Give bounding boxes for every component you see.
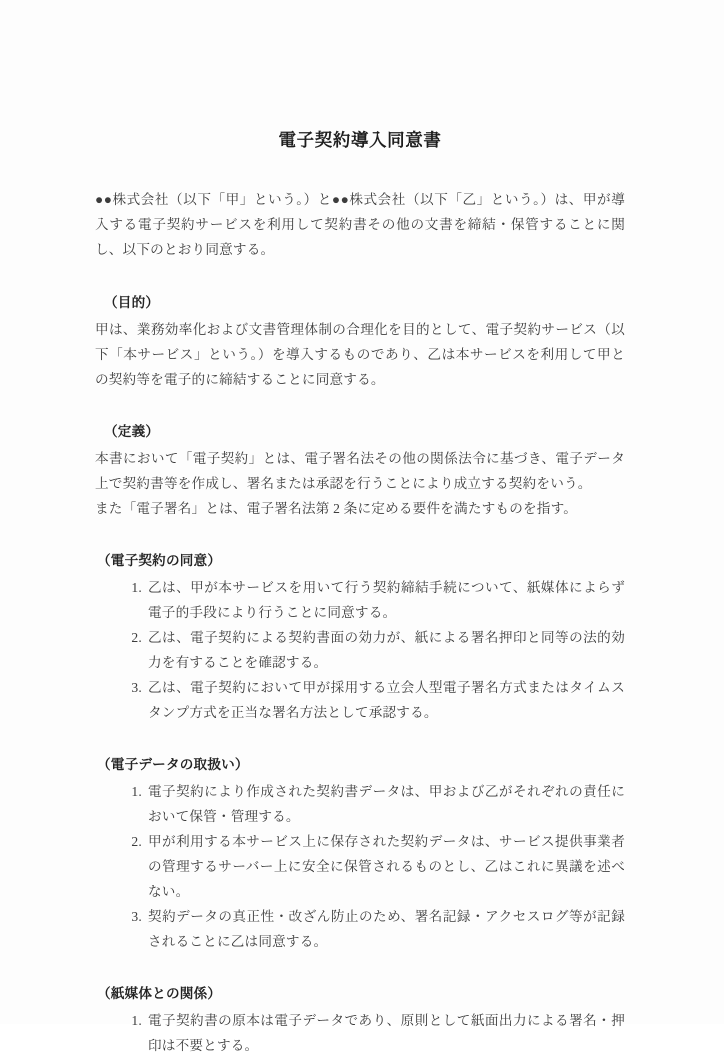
section-heading-econtract-consent: （電子契約の同意） — [97, 552, 222, 568]
page-title: 電子契約導入同意書 — [278, 130, 442, 150]
list-item: 乙は、甲が本サービスを用いて行う契約締結手続について、紙媒体によらず電子的手段により行うことに同意する。 — [148, 579, 625, 620]
list-item: 乙は、電子契約において甲が採用する立会人型電子署名方式またはタイムスタンプ方式を正当な署名方法として承認する。 — [148, 679, 625, 720]
section-line: 甲は、業務効率化および文書管理体制の合理化を目的として、電子契約サービス（以下「本サービス」という。）を導入するものであり、乙は本サービスを利用して甲との契約等を電子的に締結することに同意する。 — [95, 321, 625, 387]
section-line: また「電子署名」とは、電子署名法第 2 条に定める要件を満たすものを指す。 — [95, 500, 578, 516]
document-body — [95, 128, 625, 1058]
list-item: 契約データの真正性・改ざん防止のため、署名記録・アクセスログ等が記録されることに乙は同意する。 — [148, 908, 625, 949]
section-definitions — [95, 420, 625, 521]
section-line: 本書において「電子契約」とは、電子署名法その他の関係法令に基づき、電子データ上で契約書等を作成し、署名または承認を行うことにより成立する契約をいう。 — [95, 450, 625, 491]
list-item: 乙は、電子契約による契約書面の効力が、紙による署名押印と同等の法的効力を有することを確認する。 — [148, 629, 625, 670]
section-purpose — [95, 291, 625, 392]
section-body-definitions — [95, 446, 625, 521]
section-heading-definitions: （定義） — [104, 423, 160, 439]
numbered-list-data-handling — [95, 779, 625, 954]
section-body-purpose — [95, 317, 625, 392]
section-paper-relationship — [95, 982, 625, 1058]
numbered-list-econtract-consent — [95, 575, 625, 725]
list-item: 電子契約書の原本は電子データであり、原則として紙面出力による署名・押印は不要とする。 — [148, 1012, 625, 1053]
list-item: 甲が利用する本サービス上に保存された契約データは、サービス提供事業者の管理するサーバー上に安全に保管されるものとし、乙はこれに異議を述べない。 — [148, 833, 625, 899]
section-heading-purpose: （目的） — [104, 294, 160, 310]
section-data-handling — [95, 753, 625, 954]
numbered-list-paper-relationship — [95, 1008, 625, 1058]
section-heading-paper-relationship: （紙媒体との関係） — [97, 985, 222, 1001]
preamble-paragraph: ●●株式会社（以下「甲」という。）と●●株式会社（以下「乙」という。）は、甲が導入する電子契約サービスを利用して契約書その他の文書を締結・保管することに関し、以下のとおり同意する。 — [95, 191, 625, 257]
section-econtract-consent — [95, 549, 625, 725]
list-item: 電子契約により作成された契約書データは、甲および乙がそれぞれの責任において保管・管理する。 — [148, 783, 625, 824]
section-heading-data-handling: （電子データの取扱い） — [97, 756, 249, 772]
